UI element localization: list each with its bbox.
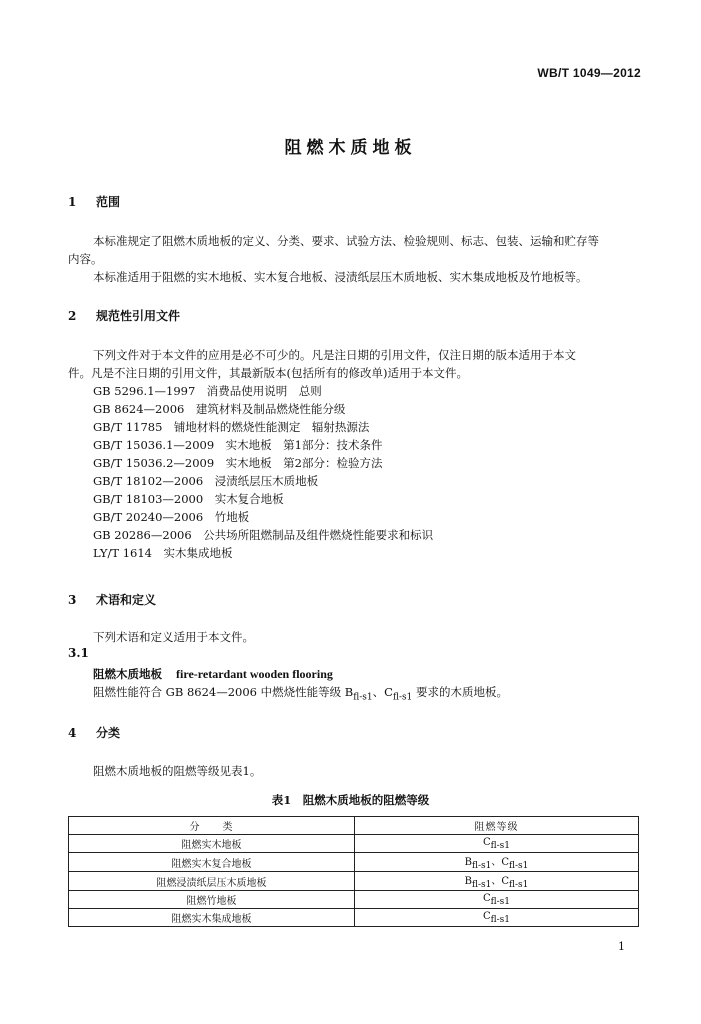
- reference-item: GB/T 15036.1—2009 实木地板 第1部分：技术条件: [93, 438, 383, 452]
- reference-item: GB 5296.1—1997 消费品使用说明 总则: [93, 384, 322, 398]
- reference-item: GB/T 18102—2006 浸渍纸层压木质地板: [93, 474, 319, 488]
- table-row: [69, 835, 639, 853]
- term-entry: [93, 665, 333, 683]
- table-header-row: [69, 817, 639, 835]
- scope-paragraph-1-line-2: 内容。: [68, 252, 103, 266]
- reference-item: LY/T 1614 实木集成地板: [93, 546, 233, 560]
- reference-item: GB 8624—2006 建筑材料及制品燃烧性能分级: [93, 402, 346, 416]
- grade-letter: C: [482, 836, 491, 848]
- grade-letter: B: [464, 857, 472, 868]
- grade-subscript: fl-s1: [490, 914, 511, 925]
- term-definition: [93, 683, 508, 706]
- category-cell: 阻燃实木地板: [69, 835, 355, 853]
- terms-intro: 下列术语和定义适用于本文件。: [93, 630, 254, 644]
- section-heading-1: [68, 193, 120, 210]
- definition-text: 、C: [372, 685, 393, 699]
- section-number: 3: [68, 593, 77, 607]
- grade-subscript: fl-s1: [471, 880, 492, 890]
- grade-subscript: fl-s1: [490, 896, 511, 907]
- reference-item: GB/T 15036.2—2009 实木地板 第2部分：检验方法: [93, 456, 383, 470]
- grade-letter: 、C: [491, 857, 509, 868]
- grade-cell: [355, 891, 639, 909]
- table-row: [69, 872, 639, 891]
- section-heading-4: [68, 724, 120, 741]
- clause-number: 3.1: [68, 646, 89, 660]
- definition-text: 阻燃性能符合 GB 8624—2006 中燃烧性能等级 B: [93, 685, 354, 699]
- scope-paragraph-1-line-1: 本标准规定了阻燃木质地板的定义、分类、要求、试验方法、检验规则、标志、包装、运输和贮存等: [93, 234, 599, 248]
- section-number: 4: [68, 726, 77, 740]
- grade-cell: [355, 853, 639, 872]
- reference-item: GB 20286—2006 公共场所阻燃制品及组件燃烧性能要求和标识: [93, 528, 434, 542]
- grade-cell: [355, 909, 639, 927]
- section-number: 2: [68, 309, 77, 323]
- section-heading-2: [68, 307, 180, 324]
- section-heading-3: [68, 591, 156, 608]
- header-category: 分 类: [69, 817, 355, 835]
- section-title: 规范性引用文件: [96, 309, 181, 323]
- grade-cell: [355, 835, 639, 853]
- grade-subscript: fl-s1: [509, 880, 529, 890]
- refs-intro-line-1: 下列文件对于本文件的应用是必不可少的。凡是注日期的引用文件，仅注日期的版本适用于本文: [93, 348, 576, 362]
- category-cell: 阻燃实木复合地板: [69, 853, 355, 872]
- table-row: [69, 853, 639, 872]
- document-title: 阻燃木质地板: [284, 138, 417, 158]
- header-grade: 阻燃等级: [355, 817, 639, 835]
- table-row: [69, 909, 639, 927]
- grade-subscript: fl-s1: [392, 692, 413, 703]
- refs-intro-line-2: 件。凡是不注日期的引用文件，其最新版本(包括所有的修改单)适用于本文件。: [68, 366, 468, 380]
- grade-subscript: fl-s1: [490, 840, 511, 851]
- grade-letter: 、C: [491, 876, 509, 887]
- section-title: 术语和定义: [96, 593, 157, 607]
- reference-item: GB/T 11785 铺地材料的燃烧性能测定 辐射热源法: [93, 420, 370, 434]
- page-number: 1: [618, 940, 625, 953]
- section-number: 1: [68, 195, 77, 209]
- standard-number: WB/T 1049—2012: [537, 66, 641, 80]
- grade-subscript: fl-s1: [471, 861, 492, 871]
- fire-grade-table: [68, 816, 639, 927]
- category-cell: 阻燃浸渍纸层压木质地板: [69, 872, 355, 891]
- grade-subscript: fl-s1: [353, 692, 373, 703]
- table-caption: 表1 阻燃木质地板的阻燃等级: [271, 793, 430, 807]
- grade-letter: C: [482, 892, 491, 904]
- term-chinese: 阻燃木质地板: [93, 667, 162, 681]
- reference-item: GB/T 18103—2000 实木复合地板: [93, 492, 284, 506]
- grade-cell: [355, 872, 639, 891]
- grade-letter: C: [482, 910, 491, 922]
- classification-intro: 阻燃木质地板的阻燃等级见表1。: [93, 764, 262, 778]
- reference-item: GB/T 20240—2006 竹地板: [93, 510, 250, 524]
- scope-paragraph-2: 本标准适用于阻燃的实木地板、实木复合地板、浸渍纸层压木质地板、实木集成地板及竹地板等。: [93, 270, 588, 284]
- category-cell: 阻燃实木集成地板: [69, 909, 355, 927]
- grade-letter: B: [464, 876, 472, 887]
- section-title: 分类: [96, 726, 121, 740]
- term-english: fire-retardant wooden flooring: [176, 667, 333, 681]
- category-cell: 阻燃竹地板: [69, 891, 355, 909]
- section-title: 范围: [96, 195, 121, 209]
- grade-subscript: fl-s1: [509, 861, 529, 871]
- definition-text: 要求的木质地板。: [412, 685, 508, 699]
- table-row: [69, 891, 639, 909]
